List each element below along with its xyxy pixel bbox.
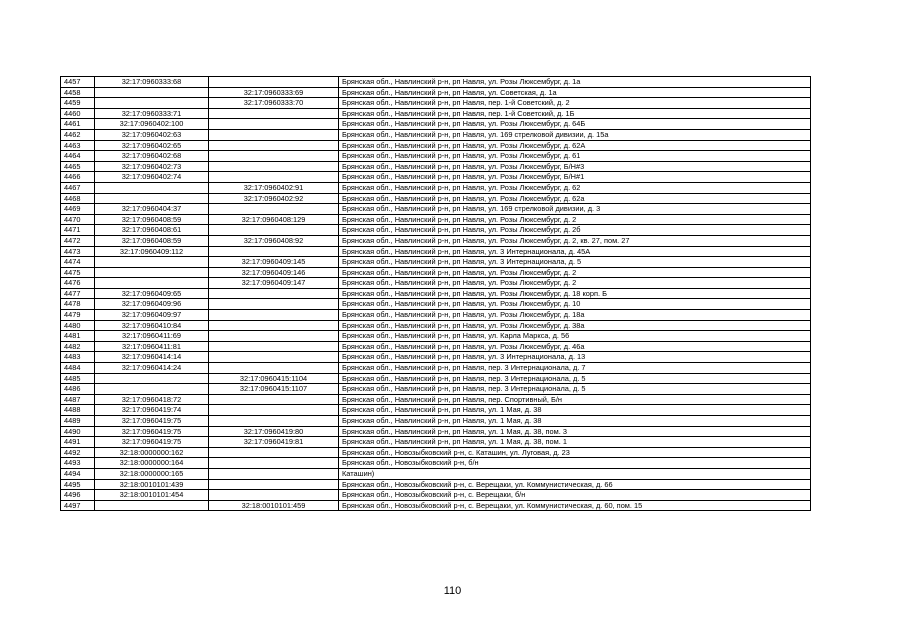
building-cadastral-cell [209, 341, 339, 352]
parcel-cadastral-cell: 32:17:0960414:14 [95, 352, 209, 363]
page-number: 110 [443, 585, 462, 597]
row-number-cell: 4467 [61, 182, 95, 193]
row-number-cell: 4471 [61, 225, 95, 236]
row-number-cell: 4479 [61, 310, 95, 321]
table-row [61, 140, 811, 151]
parcel-cadastral-cell [95, 267, 209, 278]
parcel-cadastral-cell: 32:17:0960404:37 [95, 204, 209, 215]
table-row [61, 98, 811, 109]
parcel-cadastral-cell [95, 98, 209, 109]
address-cell: Брянская обл., Навлинский р-н, рп Навля, ул. Розы Люксембург, д. 2 [339, 278, 811, 289]
table-row [61, 331, 811, 342]
building-cadastral-cell [209, 320, 339, 331]
building-cadastral-cell [209, 246, 339, 257]
parcel-cadastral-cell: 32:17:0960419:75 [95, 426, 209, 437]
parcel-cadastral-cell: 32:17:0960418:72 [95, 394, 209, 405]
address-cell: Брянская обл., Навлинский р-н, рп Навля, ул. Розы Люксембург, д. 2, кв. 27, пом. 27 [339, 235, 811, 246]
building-cadastral-cell [209, 310, 339, 321]
table-row [61, 363, 811, 374]
table-row [61, 161, 811, 172]
row-number-cell: 4483 [61, 352, 95, 363]
row-number-cell: 4495 [61, 479, 95, 490]
parcel-cadastral-cell: 32:17:0960402:100 [95, 119, 209, 130]
building-cadastral-cell: 32:17:0960419:81 [209, 437, 339, 448]
address-cell: Каташин) [339, 468, 811, 479]
row-number-cell: 4458 [61, 87, 95, 98]
table-row [61, 394, 811, 405]
parcel-cadastral-cell: 32:17:0960409:112 [95, 246, 209, 257]
address-cell: Брянская обл., Навлинский р-н, рп Навля, ул. 3 Интернационала, д. 13 [339, 352, 811, 363]
table-row [61, 405, 811, 416]
address-cell: Брянская обл., Навлинский р-н, рп Навля, ул. 1 Мая, д. 38 [339, 405, 811, 416]
address-cell: Брянская обл., Навлинский р-н, рп Навля, ул. Розы Люксембург, д. 2 [339, 267, 811, 278]
address-cell: Брянская обл., Навлинский р-н, рп Навля, ул. 169 стрелковой дивизии, д. 3 [339, 204, 811, 215]
building-cadastral-cell [209, 331, 339, 342]
building-cadastral-cell: 32:17:0960419:80 [209, 426, 339, 437]
row-number-cell: 4461 [61, 119, 95, 130]
building-cadastral-cell [209, 151, 339, 162]
table-row [61, 193, 811, 204]
parcel-cadastral-cell: 32:17:0960402:63 [95, 129, 209, 140]
parcel-cadastral-cell: 32:17:0960402:65 [95, 140, 209, 151]
building-cadastral-cell [209, 416, 339, 427]
parcel-cadastral-cell [95, 182, 209, 193]
parcel-cadastral-cell [95, 384, 209, 395]
row-number-cell: 4490 [61, 426, 95, 437]
address-cell: Брянская обл., Навлинский р-н, рп Навля, ул. Розы Люксембург, д. 2 [339, 214, 811, 225]
row-number-cell: 4465 [61, 161, 95, 172]
building-cadastral-cell [209, 490, 339, 501]
row-number-cell: 4472 [61, 235, 95, 246]
row-number-cell: 4488 [61, 405, 95, 416]
row-number-cell: 4485 [61, 373, 95, 384]
row-number-cell: 4484 [61, 363, 95, 374]
row-number-cell: 4480 [61, 320, 95, 331]
row-number-cell: 4463 [61, 140, 95, 151]
row-number-cell: 4468 [61, 193, 95, 204]
parcel-cadastral-cell: 32:17:0960402:74 [95, 172, 209, 183]
address-cell: Брянская обл., Навлинский р-н, рп Навля, пер. 3 Интернационала, д. 7 [339, 363, 811, 374]
address-cell: Брянская обл., Навлинский р-н, рп Навля, ул. Розы Люксембург, Б/Н#3 [339, 161, 811, 172]
table-row [61, 119, 811, 130]
row-number-cell: 4477 [61, 288, 95, 299]
table-row [61, 352, 811, 363]
parcel-cadastral-cell: 32:17:0960408:59 [95, 214, 209, 225]
address-cell: Брянская обл., Новозыбковский р-н, с. Верещаки, ул. Коммунистическая, д. 60, пом. 15 [339, 500, 811, 511]
row-number-cell: 4478 [61, 299, 95, 310]
building-cadastral-cell: 32:17:0960408:129 [209, 214, 339, 225]
table-row [61, 246, 811, 257]
table-row [61, 129, 811, 140]
address-cell: Брянская обл., Навлинский р-н, рп Навля, ул. Советская, д. 1а [339, 87, 811, 98]
building-cadastral-cell [209, 129, 339, 140]
address-cell: Брянская обл., Новозыбковский р-н, с. Каташин, ул. Луговая, д. 23 [339, 447, 811, 458]
building-cadastral-cell: 32:17:0960409:145 [209, 257, 339, 268]
table-row [61, 384, 811, 395]
building-cadastral-cell [209, 394, 339, 405]
row-number-cell: 4486 [61, 384, 95, 395]
address-cell: Брянская обл., Навлинский р-н, рп Навля, пер. 1-й Советский, д. 1Б [339, 108, 811, 119]
address-cell: Брянская обл., Навлинский р-н, рп Навля, ул. Розы Люксембург, д. 18 корп. Б [339, 288, 811, 299]
address-cell: Брянская обл., Навлинский р-н, рп Навля, ул. 1 Мая, д. 38, пом. 1 [339, 437, 811, 448]
address-cell: Брянская обл., Навлинский р-н, рп Навля, ул. Розы Люксембург, д. 61 [339, 151, 811, 162]
parcel-cadastral-cell [95, 500, 209, 511]
building-cadastral-cell: 32:17:0960409:146 [209, 267, 339, 278]
building-cadastral-cell: 32:17:0960333:70 [209, 98, 339, 109]
parcel-cadastral-cell: 32:17:0960411:81 [95, 341, 209, 352]
table-row [61, 87, 811, 98]
table-row [61, 341, 811, 352]
table-row [61, 108, 811, 119]
table-row [61, 458, 811, 469]
row-number-cell: 4459 [61, 98, 95, 109]
building-cadastral-cell [209, 140, 339, 151]
row-number-cell: 4482 [61, 341, 95, 352]
parcel-cadastral-cell: 32:18:0010101:439 [95, 479, 209, 490]
building-cadastral-cell [209, 225, 339, 236]
row-number-cell: 4476 [61, 278, 95, 289]
address-cell: Брянская обл., Навлинский р-н, рп Навля, ул. Карла Маркса, д. 56 [339, 331, 811, 342]
address-cell: Брянская обл., Навлинский р-н, рп Навля, ул. Розы Люксембург, д. 62А [339, 140, 811, 151]
parcel-cadastral-cell: 32:17:0960402:73 [95, 161, 209, 172]
building-cadastral-cell [209, 458, 339, 469]
parcel-cadastral-cell: 32:17:0960408:59 [95, 235, 209, 246]
table-row [61, 437, 811, 448]
row-number-cell: 4460 [61, 108, 95, 119]
address-cell: Брянская обл., Навлинский р-н, рп Навля, ул. 169 стрелковой дивизии, д. 15а [339, 129, 811, 140]
building-cadastral-cell [209, 288, 339, 299]
parcel-cadastral-cell: 32:17:0960333:71 [95, 108, 209, 119]
building-cadastral-cell [209, 363, 339, 374]
parcel-cadastral-cell: 32:17:0960419:75 [95, 437, 209, 448]
row-number-cell: 4470 [61, 214, 95, 225]
building-cadastral-cell: 32:17:0960415:1104 [209, 373, 339, 384]
parcel-cadastral-cell: 32:17:0960333:68 [95, 77, 209, 88]
building-cadastral-cell [209, 204, 339, 215]
address-cell: Брянская обл., Навлинский р-н, рп Навля, ул. Розы Люксембург, д. 46а [339, 341, 811, 352]
address-cell: Брянская обл., Навлинский р-н, рп Навля, ул. 3 Интернационала, д. 45А [339, 246, 811, 257]
parcel-cadastral-cell: 32:18:0010101:454 [95, 490, 209, 501]
building-cadastral-cell: 32:17:0960402:91 [209, 182, 339, 193]
address-cell: Брянская обл., Навлинский р-н, рп Навля, ул. Розы Люксембург, Б/Н#1 [339, 172, 811, 183]
building-cadastral-cell: 32:17:0960402:92 [209, 193, 339, 204]
address-cell: Брянская обл., Навлинский р-н, рп Навля, пер. 3 Интернационала, д. 5 [339, 384, 811, 395]
address-cell: Брянская обл., Навлинский р-н, рп Навля, ул. Розы Люксембург, д. 64Б [339, 119, 811, 130]
row-number-cell: 4457 [61, 77, 95, 88]
building-cadastral-cell: 32:18:0010101:459 [209, 500, 339, 511]
row-number-cell: 4497 [61, 500, 95, 511]
parcel-cadastral-cell: 32:17:0960419:74 [95, 405, 209, 416]
row-number-cell: 4473 [61, 246, 95, 257]
row-number-cell: 4496 [61, 490, 95, 501]
building-cadastral-cell [209, 468, 339, 479]
table-row [61, 468, 811, 479]
row-number-cell: 4491 [61, 437, 95, 448]
parcel-cadastral-cell: 32:18:0000000:165 [95, 468, 209, 479]
table-row [61, 278, 811, 289]
table-row [61, 225, 811, 236]
table-row [61, 416, 811, 427]
building-cadastral-cell [209, 405, 339, 416]
row-number-cell: 4462 [61, 129, 95, 140]
building-cadastral-cell [209, 299, 339, 310]
table-row [61, 288, 811, 299]
address-cell: Брянская обл., Навлинский р-н, рп Навля, ул. Розы Люксембург, д. 62а [339, 193, 811, 204]
building-cadastral-cell: 32:17:0960333:69 [209, 87, 339, 98]
parcel-cadastral-cell [95, 373, 209, 384]
building-cadastral-cell: 32:17:0960415:1107 [209, 384, 339, 395]
table-row [61, 479, 811, 490]
table-row [61, 77, 811, 88]
row-number-cell: 4466 [61, 172, 95, 183]
parcel-cadastral-cell [95, 278, 209, 289]
parcel-cadastral-cell: 32:17:0960414:24 [95, 363, 209, 374]
table-row [61, 204, 811, 215]
address-cell: Брянская обл., Новозыбковский р-н, с. Верещаки, ул. Коммунистическая, д. 66 [339, 479, 811, 490]
table-row [61, 299, 811, 310]
address-cell: Брянская обл., Навлинский р-н, рп Навля, ул. 1 Мая, д. 38, пом. 3 [339, 426, 811, 437]
building-cadastral-cell [209, 77, 339, 88]
row-number-cell: 4493 [61, 458, 95, 469]
address-cell: Брянская обл., Новозыбковский р-н, с. Верещаки, б/н [339, 490, 811, 501]
building-cadastral-cell [209, 161, 339, 172]
table-row [61, 373, 811, 384]
address-cell: Брянская обл., Навлинский р-н, рп Навля, ул. 3 Интернационала, д. 5 [339, 257, 811, 268]
table-row [61, 151, 811, 162]
parcel-cadastral-cell [95, 257, 209, 268]
table-row [61, 214, 811, 225]
row-number-cell: 4487 [61, 394, 95, 405]
table-row [61, 172, 811, 183]
building-cadastral-cell: 32:17:0960409:147 [209, 278, 339, 289]
row-number-cell: 4492 [61, 447, 95, 458]
address-cell: Брянская обл., Навлинский р-н, рп Навля, пер. 3 Интернационала, д. 5 [339, 373, 811, 384]
address-cell: Брянская обл., Навлинский р-н, рп Навля, ул. 1 Мая, д. 38 [339, 416, 811, 427]
parcel-cadastral-cell: 32:18:0000000:164 [95, 458, 209, 469]
address-cell: Брянская обл., Навлинский р-н, рп Навля, ул. Розы Люксембург, д. 38а [339, 320, 811, 331]
building-cadastral-cell [209, 108, 339, 119]
building-cadastral-cell [209, 479, 339, 490]
address-cell: Брянская обл., Новозыбковский р-н, б/н [339, 458, 811, 469]
building-cadastral-cell [209, 447, 339, 458]
parcel-cadastral-cell: 32:17:0960411:69 [95, 331, 209, 342]
row-number-cell: 4469 [61, 204, 95, 215]
address-cell: Брянская обл., Навлинский р-н, рп Навля, ул. Розы Люксембург, д. 62 [339, 182, 811, 193]
address-cell: Брянская обл., Навлинский р-н, рп Навля, ул. Розы Люксембург, д. 10 [339, 299, 811, 310]
address-cell: Брянская обл., Навлинский р-н, рп Навля, пер. 1-й Советский, д. 2 [339, 98, 811, 109]
registry-table-body [61, 77, 811, 511]
parcel-cadastral-cell: 32:17:0960410:84 [95, 320, 209, 331]
table-row [61, 500, 811, 511]
parcel-cadastral-cell: 32:17:0960409:97 [95, 310, 209, 321]
parcel-cadastral-cell: 32:17:0960409:96 [95, 299, 209, 310]
table-row [61, 426, 811, 437]
table-row [61, 310, 811, 321]
building-cadastral-cell [209, 119, 339, 130]
table-row [61, 257, 811, 268]
parcel-cadastral-cell [95, 87, 209, 98]
building-cadastral-cell [209, 172, 339, 183]
table-row [61, 235, 811, 246]
row-number-cell: 4489 [61, 416, 95, 427]
parcel-cadastral-cell: 32:17:0960402:68 [95, 151, 209, 162]
parcel-cadastral-cell [95, 193, 209, 204]
parcel-cadastral-cell: 32:17:0960409:65 [95, 288, 209, 299]
address-cell: Брянская обл., Навлинский р-н, рп Навля, ул. Розы Люксембург, д. 1а [339, 77, 811, 88]
property-registry-table [60, 76, 811, 511]
table-row [61, 182, 811, 193]
row-number-cell: 4464 [61, 151, 95, 162]
building-cadastral-cell [209, 352, 339, 363]
building-cadastral-cell: 32:17:0960408:92 [209, 235, 339, 246]
row-number-cell: 4481 [61, 331, 95, 342]
parcel-cadastral-cell: 32:17:0960408:61 [95, 225, 209, 236]
row-number-cell: 4475 [61, 267, 95, 278]
table-row [61, 267, 811, 278]
table-row [61, 490, 811, 501]
table-row [61, 447, 811, 458]
parcel-cadastral-cell: 32:18:0000000:162 [95, 447, 209, 458]
address-cell: Брянская обл., Навлинский р-н, рп Навля, пер. Спортивный, Б/н [339, 394, 811, 405]
table-row [61, 320, 811, 331]
row-number-cell: 4494 [61, 468, 95, 479]
row-number-cell: 4474 [61, 257, 95, 268]
parcel-cadastral-cell: 32:17:0960419:75 [95, 416, 209, 427]
address-cell: Брянская обл., Навлинский р-н, рп Навля, ул. Розы Люксембург, д. 2б [339, 225, 811, 236]
address-cell: Брянская обл., Навлинский р-н, рп Навля, ул. Розы Люксембург, д. 18а [339, 310, 811, 321]
